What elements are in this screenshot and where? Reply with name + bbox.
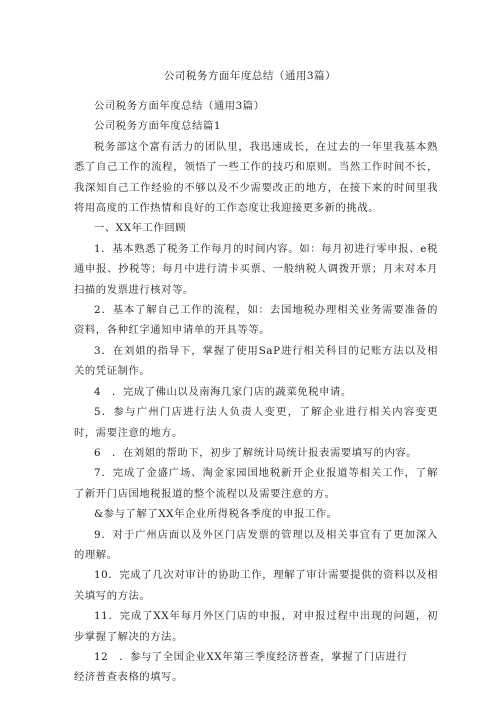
review-item-6: 6 ．在刘姐的帮助下，初步了解统计局统计报表需要填写的内容。 <box>94 446 418 459</box>
review-item-4: 4 ．完成了佛山以及南海几家门店的蔬菜免税申请。 <box>94 385 352 398</box>
review-item-10: 10．完成了几次对审计的协助工作，理解了审计需要提供的资料以及相关填写的方法。 <box>74 569 438 602</box>
review-item-12: 12 ．参与了全国企业XX年第三季度经济普查，掌握了门店进行 <box>94 650 408 663</box>
document-body <box>74 96 438 688</box>
subsection-heading: 公司税务方面年度总结篇1 <box>94 120 222 133</box>
document-title: 公司税务方面年度总结（通用3篇） <box>163 70 337 82</box>
review-item-7: 7．完成了金盛广场、淘金家园国地税新开企业报道等相关工作，了解了新开门店国地税报道的整个流程以及需要注意的方。 <box>74 467 438 500</box>
review-item-1: 1．基本熟悉了税务工作每月的时间内容。如：每月初进行零申报、e税通申报、抄税等；每月中进行清卡买票、一般纳税人调拨开票；月末对本月扫描的发票进行核对等。 <box>74 242 438 296</box>
review-item-12-continued: 经济普查表格的填写。 <box>74 671 183 684</box>
review-heading: 一、XX年工作回顾 <box>94 222 187 235</box>
review-item-11: 11．完成了XX年每月外区门店的申报，对申报过程中出现的问题，初步掌握了解决的方法。 <box>74 610 438 643</box>
section-heading: 公司税务方面年度总结（通用3篇） <box>94 100 265 112</box>
intro-paragraph: 税务部这个富有活力的团队里，我迅速成长，在过去的一年里我基本熟悉了自己工作的流程，领悟了一些工作的技巧和原则。当然工作时间不长，我深知自己工作经验的不够以及不少需要改正的地方，在接下来的时间里我将用高度的工作热情和良好的工作态度让我迎接更多新的挑战。 <box>74 140 438 215</box>
review-item-8: &参与了解了XX年企业所得税各季度的申报工作。 <box>94 508 338 521</box>
review-item-5: 5．参与广州门店进行法人负责人变更，了解企业进行相关内容变更时，需要注意的地方。 <box>74 406 438 439</box>
review-item-9: 9．对于广州店面以及外区门店发票的管理以及相关事宜有了更加深入的理解。 <box>74 528 438 561</box>
review-item-2: 2．基本了解自己工作的流程，如：去国地税办理相关业务需要准备的资料，各种红字通知申请单的开具等等。 <box>74 304 438 337</box>
review-item-3: 3．在刘姐的指导下，掌握了使用SaP进行相关科目的记账方法以及相关的凭证制作。 <box>74 344 438 378</box>
